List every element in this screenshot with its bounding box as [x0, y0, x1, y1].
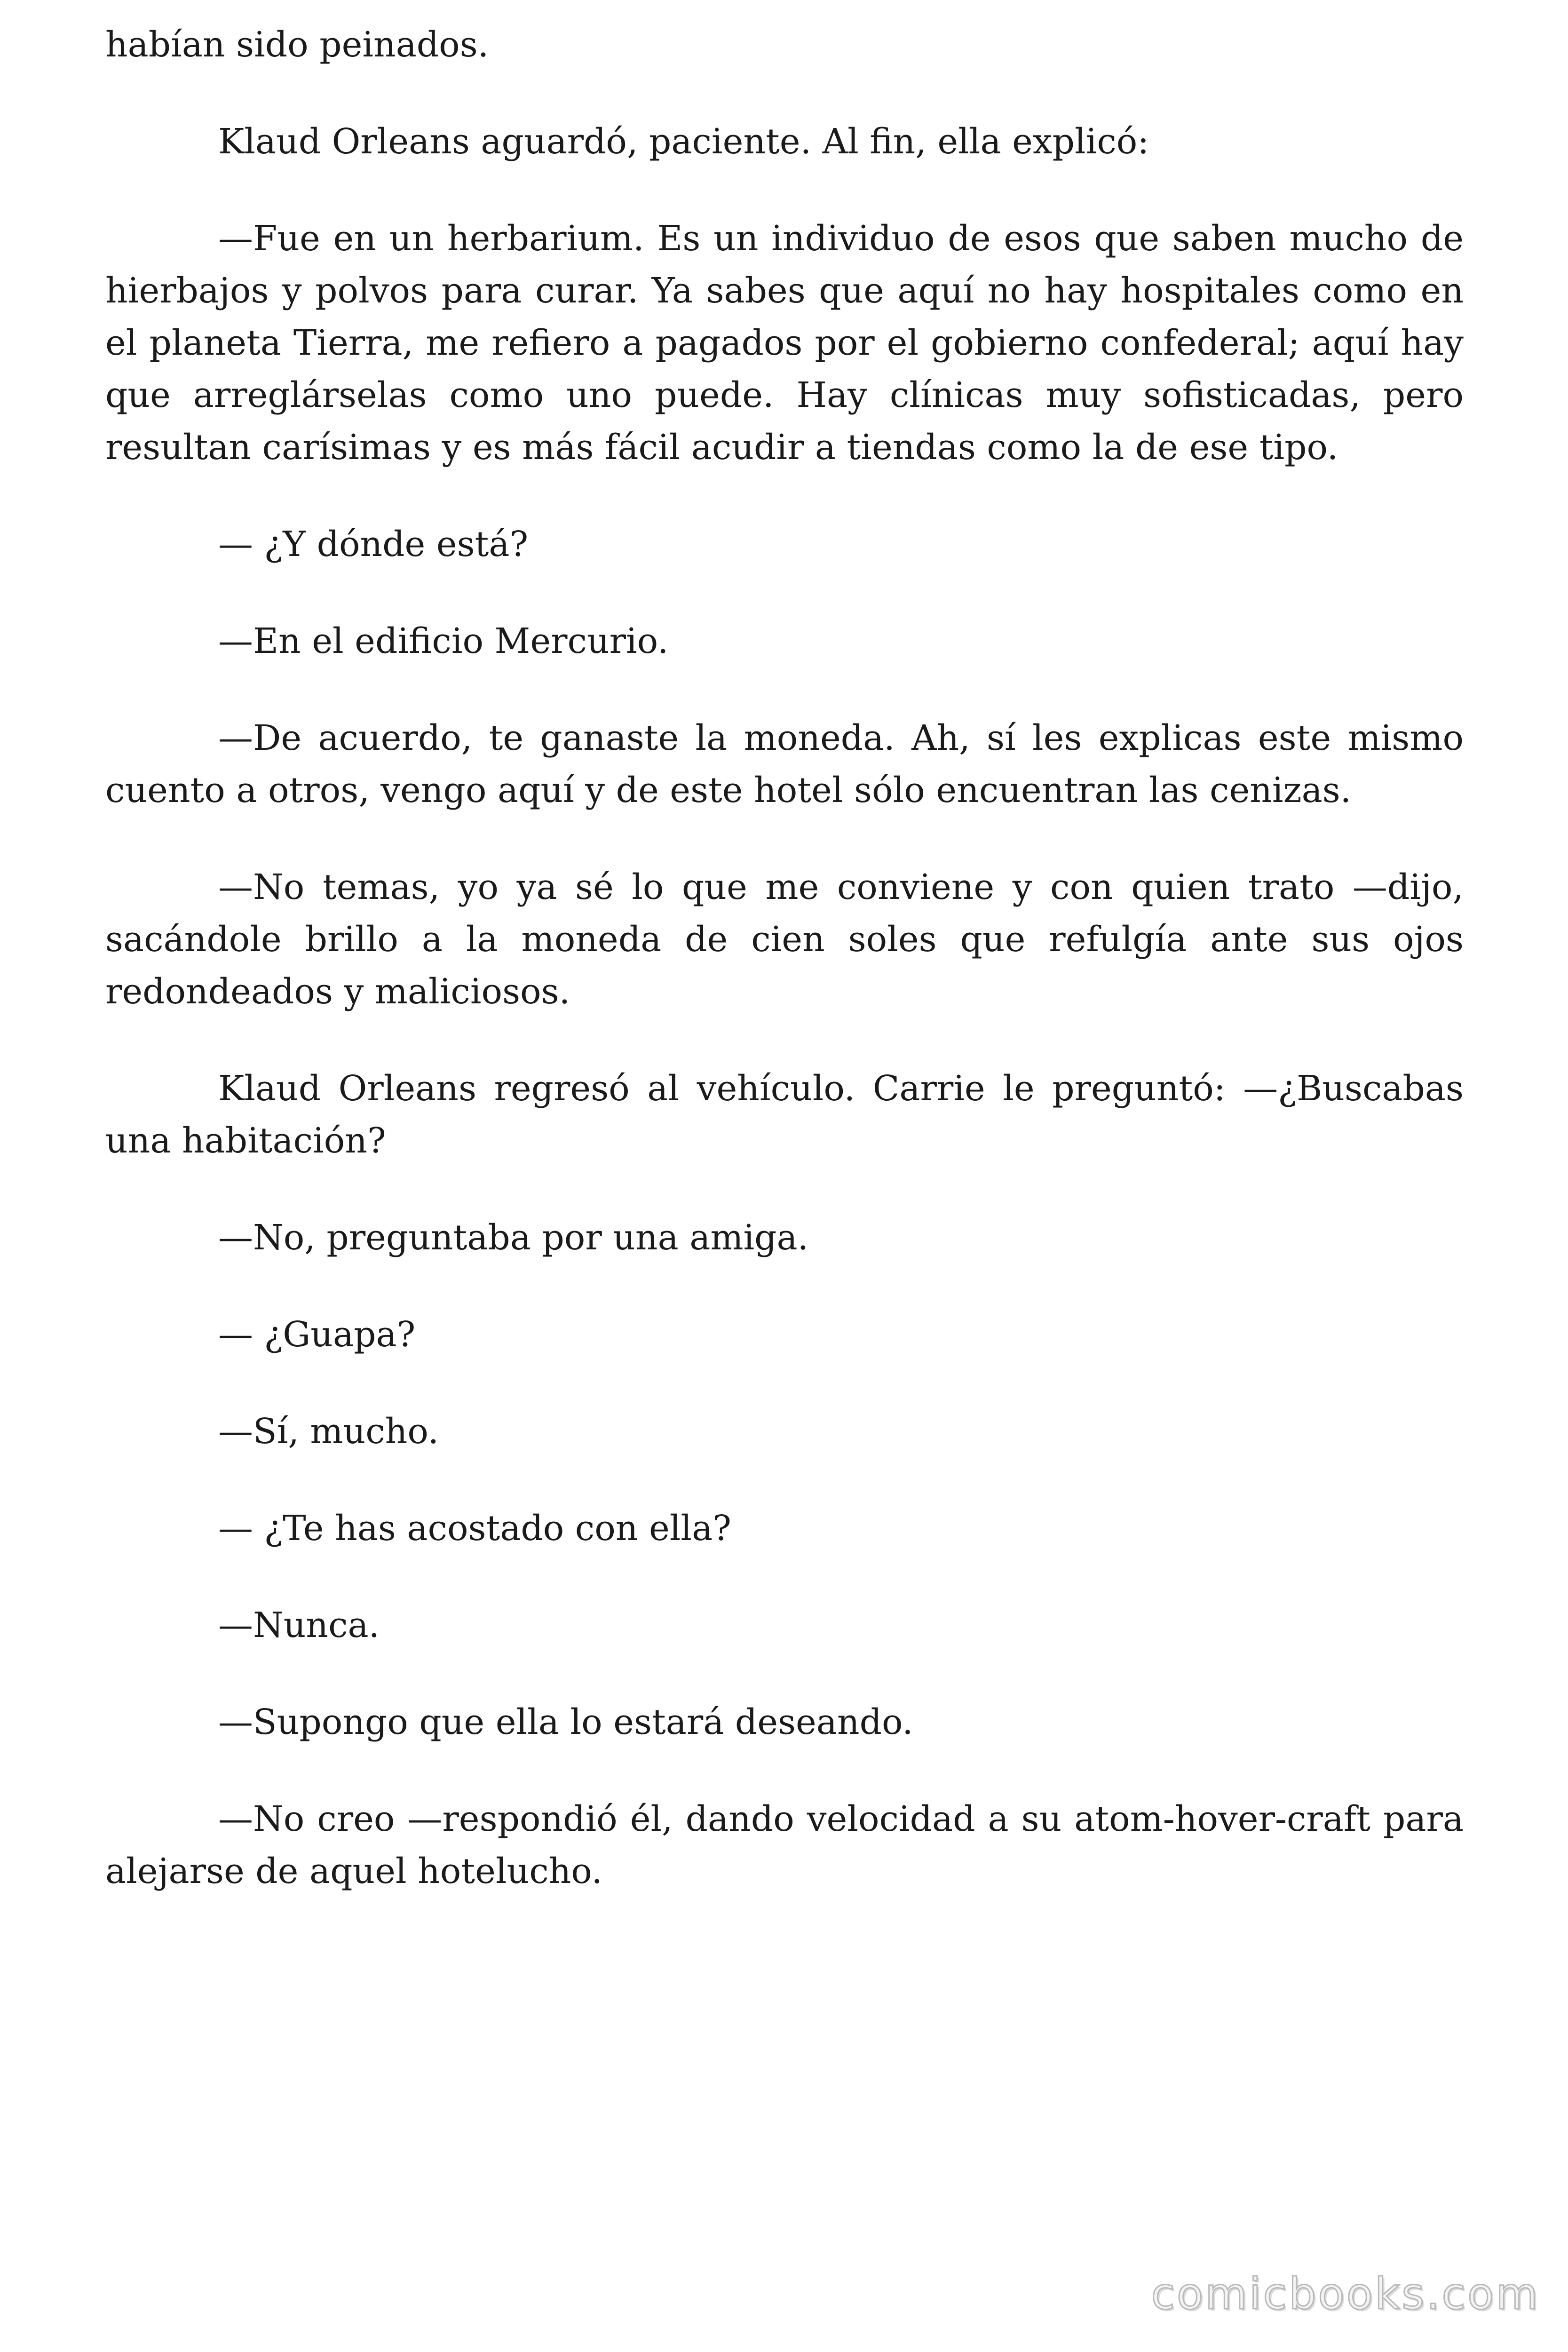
paragraph-6: —De acuerdo, te ganaste la moneda. Ah, sí les explicas este mismo cuento a otros, vengo aquí y de este hotel sólo encuentran las cenizas.: [105, 718, 1464, 810]
paragraph-4: — ¿Y dónde está?: [218, 524, 529, 564]
paragraph-14: —Supongo que ella lo estará deseando.: [218, 1702, 913, 1742]
paragraph-12: — ¿Te has acostado con ella?: [218, 1508, 731, 1549]
page-body: [105, 19, 1464, 1942]
paragraph-2: Klaud Orleans aguardó, paciente. Al fin, ella explicó:: [218, 121, 1149, 162]
paragraph-3: —Fue en un herbarium. Es un individuo de esos que saben mucho de hierbajos y polvos para curar. Ya sabes que aquí no hay hospitales como en el planeta Tierra, me refiero a pagados por el gobierno confederal; aquí hay que arreglárselas como uno puede. Hay clínicas muy sofisticadas, pero resultan carísimas y es más fácil acudir a tiendas como la de ese tipo.: [105, 218, 1464, 468]
paragraph-9: —No, preguntaba por una amiga.: [218, 1217, 809, 1258]
paragraph-1: habían sido peinados.: [105, 24, 489, 65]
paragraph-10: — ¿Guapa?: [218, 1314, 416, 1355]
paragraph-15: —No creo —respondió él, dando velocidad a su atom-hover-craft para alejarse de aquel hotelucho.: [105, 1799, 1464, 1891]
paragraph-7: —No temas, yo ya sé lo que me conviene y con quien trato —dijo, sacándole brillo a la moneda de cien soles que refulgía ante sus ojos redondeados y maliciosos.: [105, 867, 1464, 1012]
paragraph-11: —Sí, mucho.: [218, 1411, 439, 1452]
paragraph-8: Klaud Orleans regresó al vehículo. Carrie le preguntó: —¿Buscabas una habitación?: [105, 1068, 1464, 1161]
watermark-logo: comicbooks.com: [1151, 2269, 1540, 2319]
paragraph-5: —En el edificio Mercurio.: [218, 621, 669, 661]
paragraph-13: —Nunca.: [218, 1605, 380, 1645]
